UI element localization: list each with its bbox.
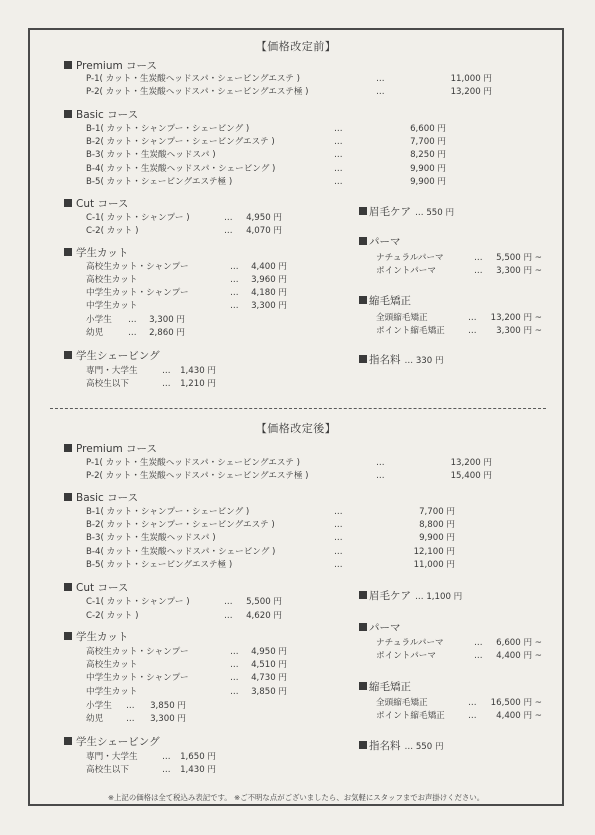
after-student-shave-heading: 学生シェービング [64, 734, 160, 749]
after-perm-heading: パーマ [359, 620, 401, 635]
before-title: 【価格改定前】 [255, 40, 337, 53]
after-cut-heading: Cut コース [64, 580, 128, 595]
after-eyebrow: 眉毛ケア … 1,100 円 [359, 588, 462, 603]
square-bullet-icon [64, 737, 72, 745]
square-bullet-icon [359, 682, 367, 690]
square-bullet-icon [64, 493, 72, 501]
square-bullet-icon [64, 351, 72, 359]
square-bullet-icon [359, 741, 367, 749]
after-basic-heading: Basic コース [64, 490, 138, 505]
square-bullet-icon [64, 110, 72, 118]
square-bullet-icon [64, 583, 72, 591]
before-premium-heading: Premium コース [64, 58, 157, 73]
square-bullet-icon [359, 623, 367, 631]
before-nomination: 指名料 … 330 円 [359, 352, 444, 367]
price-list-frame [28, 28, 564, 806]
square-bullet-icon [359, 591, 367, 599]
square-bullet-icon [359, 207, 367, 215]
footnote: ※上記の価格は全て税込み表記です。 ※ご不明な点がございましたら、お気軽にスタッフまでお声掛けください。 [107, 793, 485, 802]
square-bullet-icon [359, 296, 367, 304]
after-student-cut-heading: 学生カット [64, 629, 128, 644]
after-title: 【価格改定後】 [255, 422, 337, 435]
before-section: 【価格改定前】 Premium コース P-1( カット・生炭酸ヘッドスパ・シェービングエステ ) … 11,000 円 P-2( カット・生炭酸ヘッドスパ・シェービングエステ極 ) … 13,200 円 Basic コース B-1( カット・シャンプー・シェービング ) … 6,600 円 B-2( カット・シャンプー・シェービングエステ ) … 7,700 円 B-3( カット・生炭酸ヘッドスパ ) … 8,250 円 B-4( カット・生炭酸ヘッドスパ・シェービング ) … 9,900 円 B-5( カット・シェービングエステ極 ) … 9,900 円 Cut コース C-1( カット・シャンプー ) … 4,950 円 C-2( カット ) … 4,070 円 学生カット 高校生カット・シャンプー … 4,400 円 高校生カット … 3,960 円 中学生カット・シャンプー … 4,180 円 中学生カット … 3,300 円 小学生 … 3,300 円 幼児 … 2,860 円 学生シェービング 専門・大学生 … 1,430 円 高校生以下 … 1,210 円 眉毛ケア … 550 円 パーマ ナチュラルパーマ … 5,500 円 ~ ポイントパーマ … 3,300 円 ~ 縮毛矯正 全頭縮毛矯正 … 13,200 円 ~ ポイント縮毛矯正 … 3,300 円 ~ 指名料 … 330 円 [30, 30, 562, 408]
before-perm-heading: パーマ [359, 234, 401, 249]
before-straight-heading: 縮毛矯正 [359, 293, 411, 308]
square-bullet-icon [64, 248, 72, 256]
after-section: 【価格改定後】 Premium コース P-1( カット・生炭酸ヘッドスパ・シェービングエステ ) … 13,200 円 P-2( カット・生炭酸ヘッドスパ・シェービングエステ極 ) … 15,400 円 Basic コース B-1( カット・シャンプー・シェービング ) … 7,700 円 B-2( カット・シャンプー・シェービングエステ ) … 8,800 円 B-3( カット・生炭酸ヘッドスパ ) … 9,900 円 B-4( カット・生炭酸ヘッドスパ・シェービング ) … 12,100 円 B-5( カット・シェービングエステ極 ) … 11,000 円 Cut コース C-1( カット・シャンプー ) … 5,500 円 C-2( カット ) … 4,620 円 学生カット 高校生カット・シャンプー … 4,950 円 高校生カット … 4,510 円 中学生カット・シャンプー … 4,730 円 中学生カット … 3,850 円 小学生 … 3,850 円 幼児 … 3,300 円 学生シェービング 専門・大学生 … 1,650 円 高校生以下 … 1,430 円 眉毛ケア … 1,100 円 パーマ ナチュラルパーマ … 6,600 円 ~ ポイントパーマ … 4,400 円 ~ 縮毛矯正 全頭縮毛矯正 … 16,500 円 ~ ポイント縮毛矯正 … 4,400 円 ~ 指名料 … 550 円 [30, 414, 562, 784]
square-bullet-icon [64, 444, 72, 452]
before-eyebrow: 眉毛ケア … 550 円 [359, 204, 454, 219]
after-premium-heading: Premium コース [64, 441, 157, 456]
after-straight-heading: 縮毛矯正 [359, 679, 411, 694]
after-nomination: 指名料 … 550 円 [359, 738, 444, 753]
before-cut-heading: Cut コース [64, 196, 128, 211]
before-student-cut-heading: 学生カット [64, 245, 128, 260]
square-bullet-icon [64, 632, 72, 640]
square-bullet-icon [64, 199, 72, 207]
square-bullet-icon [64, 61, 72, 69]
square-bullet-icon [359, 237, 367, 245]
before-basic-heading: Basic コース [64, 107, 138, 122]
before-student-shave-heading: 学生シェービング [64, 348, 160, 363]
section-divider [50, 408, 546, 409]
square-bullet-icon [359, 355, 367, 363]
